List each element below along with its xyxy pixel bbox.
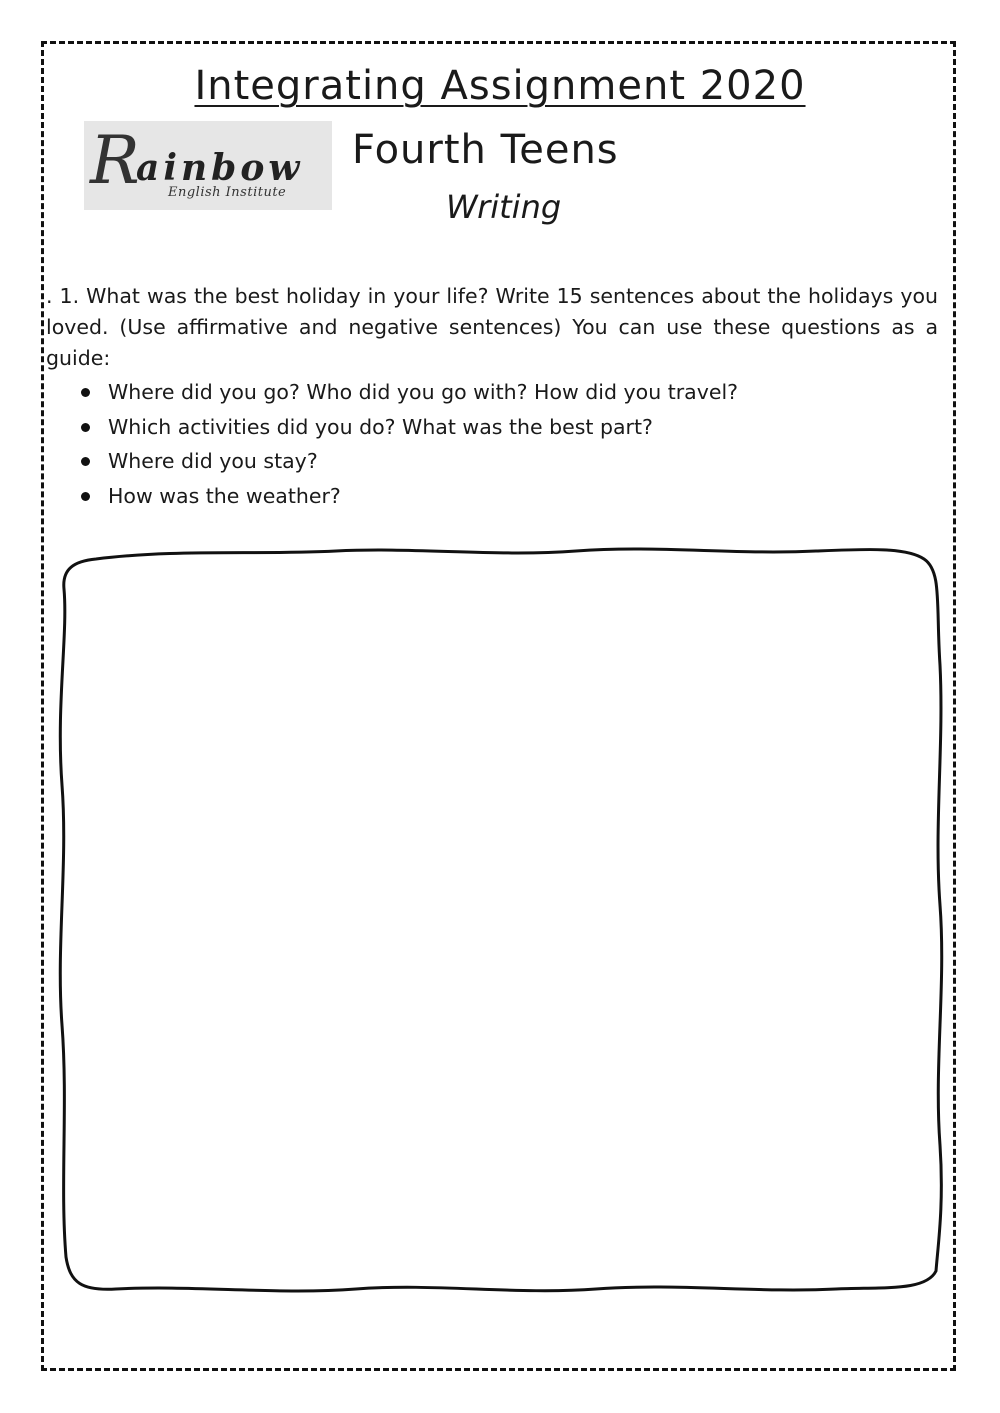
guide-question-text: How was the weather? — [108, 483, 341, 508]
answer-box[interactable] — [56, 545, 948, 1297]
bullet-icon — [81, 423, 90, 432]
guide-question — [78, 375, 738, 410]
guide-question — [78, 410, 738, 445]
guide-question-list — [78, 375, 738, 513]
rainbow-logo — [84, 121, 332, 210]
logo-tagline: English Institute — [168, 185, 287, 200]
guide-question-text: Which activities did you do? What was the best part? — [108, 414, 653, 439]
section-label: Writing — [446, 188, 562, 226]
guide-question — [78, 479, 738, 514]
page-title — [0, 60, 1000, 112]
bullet-icon — [81, 457, 90, 466]
logo-initial: R — [90, 122, 140, 199]
guide-question — [78, 444, 738, 479]
bullet-icon — [81, 492, 90, 501]
wavy-frame — [56, 545, 948, 1297]
page-title-text: Integrating Assignment 2020 — [194, 63, 806, 109]
guide-question-text: Where did you stay? — [108, 449, 318, 473]
bullet-icon — [81, 388, 90, 397]
logo-name: ainbow — [136, 147, 304, 189]
level-subtitle: Fourth Teens — [352, 127, 619, 173]
guide-question-text: Where did you go? Who did you go with? How did you travel? — [108, 380, 739, 404]
task-prompt: . 1. What was the best holiday in your life? Write 15 sentences about the holidays you loved. (Use affirmative and negative sentences) You can use these questions as a guide: — [46, 284, 938, 370]
